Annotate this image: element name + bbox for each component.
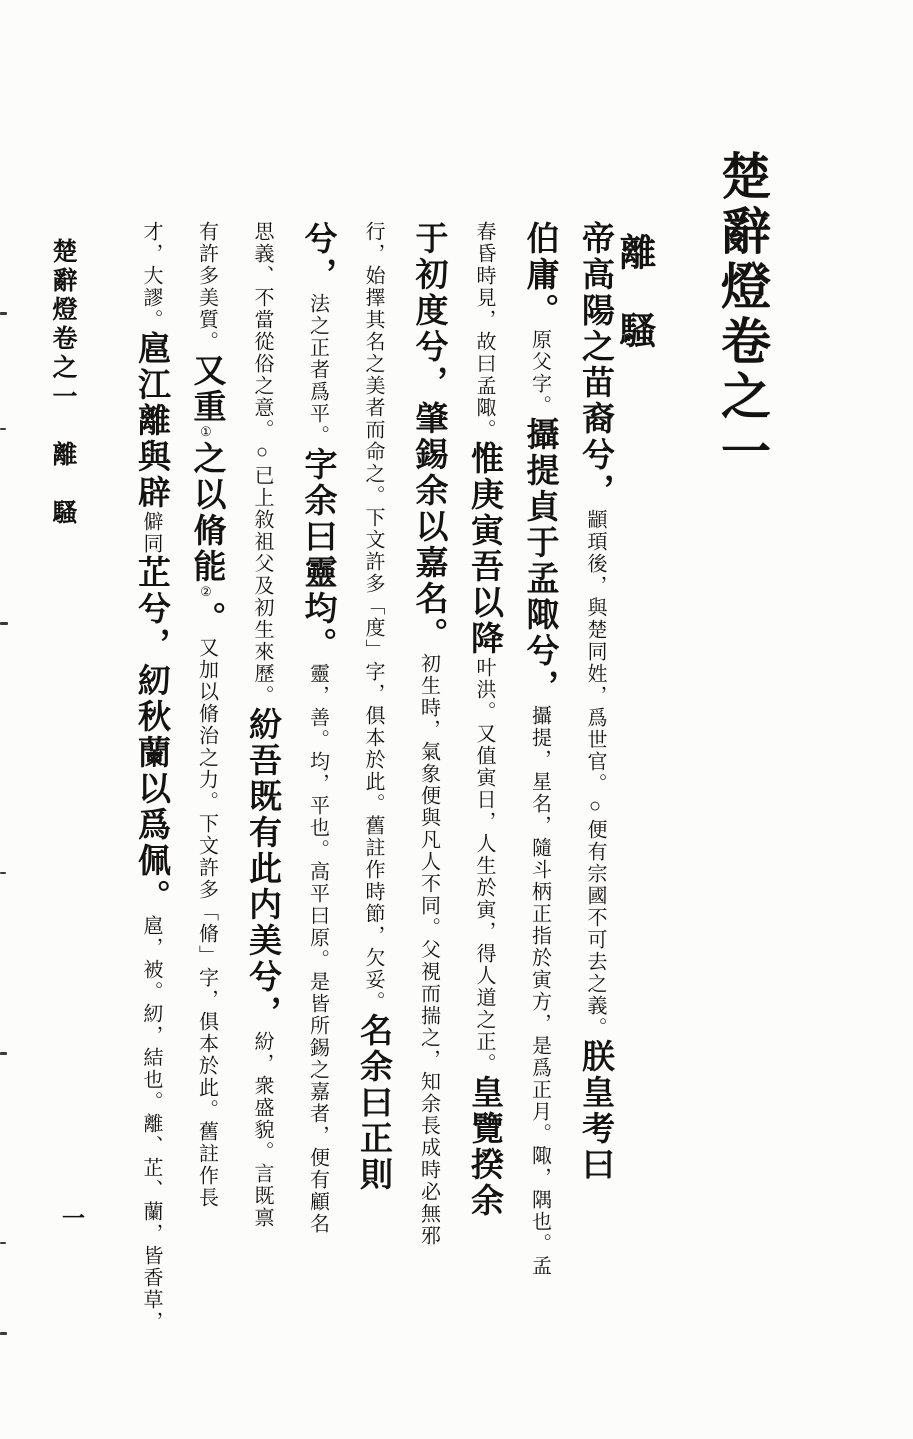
commentary-text: 顓頊後，與楚同姓，爲世官。○便有宗國不可去之義。 — [584, 509, 606, 1039]
scan-artifact — [0, 622, 8, 625]
main-text: 皇覽揆余 — [466, 1075, 502, 1219]
commentary-text: 思義、不當從俗之意。○已上敘祖父及初生來歷。 — [251, 221, 273, 707]
note-mark: ② — [199, 585, 215, 601]
main-text: 伯庸。 — [521, 221, 558, 329]
commentary-text: 春昏時見，故曰孟陬。 — [473, 221, 495, 441]
text-column-2 — [512, 221, 568, 1391]
main-text: 之以脩能 — [188, 441, 225, 585]
margin-running-title: 楚辭燈卷之一 離 騷 — [49, 238, 76, 528]
commentary-text: 僻同 — [140, 511, 162, 555]
main-text: 帝高陽之苗裔兮， — [577, 221, 613, 509]
commentary-text: 靈，善。均，平也。高平曰原。是皆所錫之嘉者，便有顧名 — [306, 663, 329, 1235]
commentary-text: 行，始擇其名之美者而命之。下文許多「度」字，俱本於此。舊註作時節，欠妥。 — [362, 221, 384, 1013]
scan-artifact — [0, 312, 7, 315]
commentary-text: 法之正者爲平。 — [306, 293, 329, 447]
scan-artifact — [0, 1242, 6, 1244]
scan-artifact — [0, 428, 6, 430]
page-number: 一 — [59, 1206, 84, 1229]
main-text: 名余曰正則 — [355, 1013, 391, 1193]
body-columns — [124, 221, 624, 1391]
scan-artifact — [0, 1332, 7, 1335]
scan-artifact — [0, 872, 6, 874]
commentary-text: 才，大謬。 — [140, 221, 162, 331]
main-text: 惟庚寅吾以降 — [466, 441, 502, 657]
commentary-text: 又加以脩治之力。下文許多「脩」字，俱本於此。舊註作長 — [195, 637, 218, 1209]
text-column-3 — [457, 221, 513, 1391]
commentary-text: 原父字。 — [528, 329, 551, 417]
text-column-9 — [124, 221, 180, 1391]
main-text: 扈江離與辟 — [133, 331, 169, 511]
commentary-text: 初生時，氣象便與凡人不同。父視而揣之，知余長成時必無邪 — [417, 653, 440, 1247]
main-text: 芷兮，紉秋蘭以爲佩。 — [133, 555, 169, 915]
text-column-7 — [235, 221, 291, 1391]
chapter-heading: 離 騷 — [613, 233, 654, 350]
text-column-4 — [401, 221, 457, 1391]
main-text: 又重 — [188, 353, 225, 425]
scan-artifact — [0, 1052, 7, 1055]
main-text: 于初度兮，肇錫余以嘉名。 — [410, 221, 447, 653]
commentary-text: 扈，被。紉，結也。離、芷、蘭，皆香草， — [140, 915, 162, 1333]
main-text: 。 — [188, 601, 225, 637]
text-column-8 — [179, 221, 235, 1391]
text-column-6 — [290, 221, 346, 1391]
commentary-text: 有許多美質。 — [195, 221, 218, 353]
main-text: 朕皇考曰 — [577, 1039, 613, 1183]
note-mark: ① — [199, 425, 215, 441]
main-text: 紛吾既有此内美兮， — [244, 707, 280, 1031]
main-text: 字余曰靈均。 — [299, 447, 336, 663]
text-column-5 — [346, 221, 402, 1391]
volume-title: 楚辭燈卷之一 — [714, 150, 770, 480]
main-text: 攝提貞于孟陬兮， — [521, 417, 558, 705]
commentary-text: 叶洪。又值寅日，人生於寅，得人道之正。 — [473, 657, 495, 1075]
text-column-1 — [568, 221, 624, 1391]
main-text: 兮， — [299, 221, 336, 293]
commentary-text: 紛，衆盛貌。言既禀 — [251, 1031, 273, 1229]
commentary-text: 攝提，星名，隨斗柄正指於寅方，是爲正月。陬，隅也。孟 — [528, 705, 551, 1277]
